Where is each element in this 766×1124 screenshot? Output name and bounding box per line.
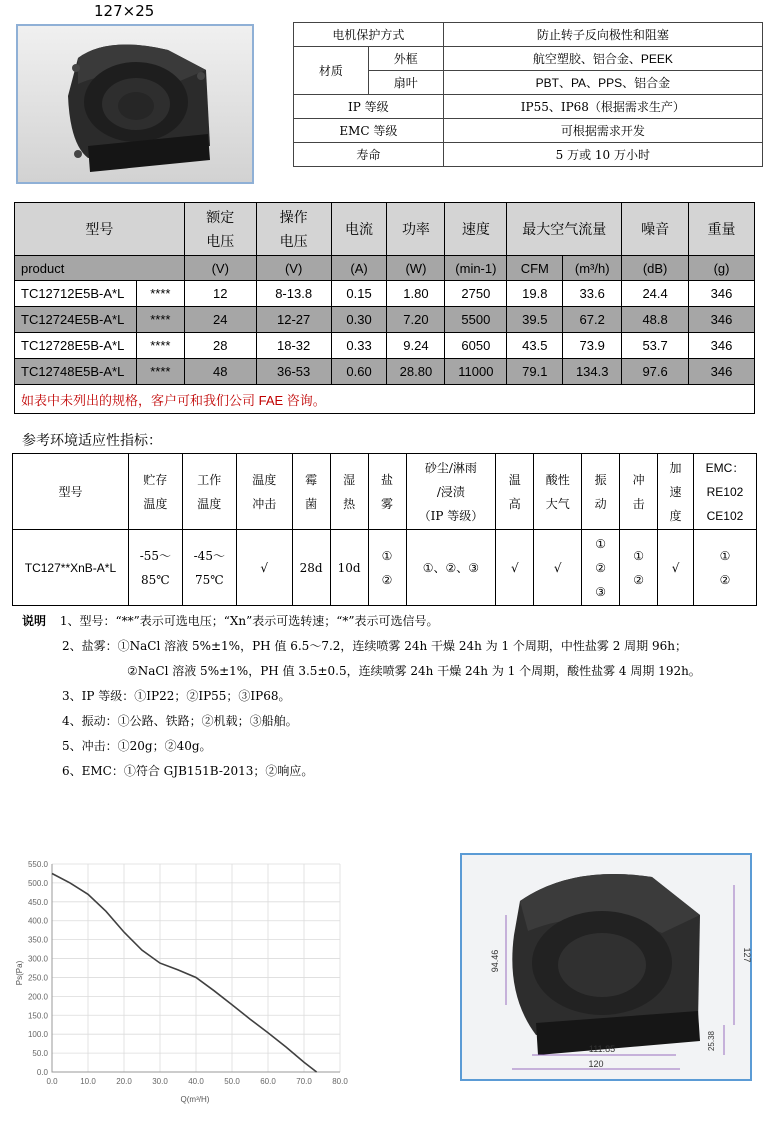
env-h-vib bbox=[582, 454, 620, 530]
row-noise: 48.8 bbox=[622, 307, 689, 333]
notes-section bbox=[22, 609, 701, 784]
env-h-work-1: 工作 bbox=[197, 472, 222, 487]
note-line-6: 6、EMC：①符合 GJB151B-2013；②响应。 bbox=[62, 764, 314, 778]
unit-cell: (W) bbox=[387, 256, 445, 281]
env-h-vib-2: 动 bbox=[594, 496, 607, 511]
x-tick-label: 60.0 bbox=[260, 1077, 276, 1086]
env-h-damp-2: 热 bbox=[343, 496, 356, 511]
env-r-storage bbox=[128, 530, 182, 606]
row-pow: 7.20 bbox=[387, 307, 445, 333]
chart-grid bbox=[52, 864, 340, 1072]
x-tick-label: 0.0 bbox=[46, 1077, 58, 1086]
x-tick-label: 20.0 bbox=[116, 1077, 132, 1086]
y-tick-label: 300.0 bbox=[27, 954, 48, 964]
env-h-emc bbox=[693, 454, 756, 530]
row-code: **** bbox=[136, 359, 184, 385]
row-rated: 24 bbox=[184, 307, 256, 333]
env-section-title: 参考环境适应性指标： bbox=[22, 433, 162, 449]
table-row bbox=[15, 359, 755, 385]
row-weight: 346 bbox=[689, 359, 755, 385]
note-line-2: 2、盐雾：①NaCl 溶液 5%±1%，PH 值 6.5～7.2，连续喷雾 24h 干燥 24h 为 1 个周期，中性盐雾 2 周期 96h； bbox=[62, 639, 687, 653]
env-r-salt bbox=[368, 530, 406, 606]
env-r-model: TC127**XnB-A*L bbox=[13, 530, 129, 606]
spec-label: 材质 bbox=[294, 47, 369, 95]
unit-cell: (min-1) bbox=[445, 256, 507, 281]
spec-row-protection bbox=[294, 23, 763, 47]
y-tick-label: 400.0 bbox=[27, 916, 48, 926]
header-current: 电流 bbox=[331, 203, 387, 256]
env-h-sand-2: /浸渍 bbox=[436, 484, 465, 499]
env-h-mold bbox=[292, 454, 330, 530]
env-r-damp: 10d bbox=[330, 530, 368, 606]
fan-dimension-render bbox=[460, 853, 752, 1081]
unit-cell: CFM bbox=[507, 256, 563, 281]
x-tick-label: 10.0 bbox=[80, 1077, 96, 1086]
env-h-mold-1: 霉 bbox=[305, 472, 318, 487]
env-h-work bbox=[182, 454, 236, 530]
spec-row-frame bbox=[294, 47, 763, 71]
row-cur: 0.33 bbox=[331, 333, 387, 359]
row-m3h: 73.9 bbox=[563, 333, 622, 359]
dim-label-d4: 120 bbox=[588, 1059, 604, 1069]
row-model: TC12724E5B-A*L bbox=[15, 307, 137, 333]
env-h-accel-3: 度 bbox=[669, 508, 682, 523]
perf-note: 如表中未列出的规格，客户可和我们公司 FAE 咨询。 bbox=[15, 385, 755, 414]
row-cur: 0.60 bbox=[331, 359, 387, 385]
row-noise: 97.6 bbox=[622, 359, 689, 385]
spec-row-life bbox=[294, 143, 763, 167]
note-line-1 bbox=[22, 609, 701, 634]
row-speed: 5500 bbox=[445, 307, 507, 333]
row-weight: 346 bbox=[689, 333, 755, 359]
note-line-5: 5、冲击：①20g；②40g。 bbox=[62, 739, 212, 753]
notes-label: 说明 bbox=[22, 614, 47, 628]
y-tick-label: 250.0 bbox=[27, 973, 48, 983]
env-h-salt-2: 雾 bbox=[381, 496, 394, 511]
env-r-work-1: -45～ bbox=[193, 548, 225, 563]
y-tick-label: 50.0 bbox=[32, 1049, 48, 1059]
spec-value: 防止转子反向极性和阻塞 bbox=[443, 23, 762, 47]
env-h-salt-1: 盐 bbox=[381, 472, 394, 487]
env-r-vib-3: ③ bbox=[595, 584, 607, 599]
header-operating-voltage bbox=[256, 203, 331, 256]
row-cur: 0.15 bbox=[331, 281, 387, 307]
env-h-hot-2: 高 bbox=[508, 496, 521, 511]
env-h-storage bbox=[128, 454, 182, 530]
spec-value: PBT、PA、PPS、铝合金 bbox=[443, 71, 762, 95]
env-r-mold: 28d bbox=[292, 530, 330, 606]
perf-note-row bbox=[15, 385, 755, 414]
y-tick-label: 100.0 bbox=[27, 1030, 48, 1040]
x-tick-label: 70.0 bbox=[296, 1077, 312, 1086]
env-h-acid-2: 大气 bbox=[545, 496, 570, 511]
env-h-sand-3: （IP 等级） bbox=[418, 508, 484, 523]
note-line-4: 4、振动：①公路、铁路；②机载；③船舶。 bbox=[62, 714, 298, 728]
env-r-impact bbox=[620, 530, 658, 606]
header-weight: 重量 bbox=[689, 203, 755, 256]
spec-label: 寿命 bbox=[294, 143, 444, 167]
row-speed: 6050 bbox=[445, 333, 507, 359]
performance-table bbox=[14, 202, 755, 414]
env-h-work-2: 温度 bbox=[197, 496, 222, 511]
env-r-vib bbox=[582, 530, 620, 606]
row-noise: 53.7 bbox=[622, 333, 689, 359]
env-r-emc bbox=[693, 530, 756, 606]
env-h-model: 型号 bbox=[13, 454, 129, 530]
spec-row-ip bbox=[294, 95, 763, 119]
row-cfm: 19.8 bbox=[507, 281, 563, 307]
row-pow: 9.24 bbox=[387, 333, 445, 359]
row-rated: 28 bbox=[184, 333, 256, 359]
env-h-storage-2: 温度 bbox=[143, 496, 168, 511]
env-r-sand: ①、②、③ bbox=[406, 530, 496, 606]
y-tick-label: 350.0 bbox=[27, 935, 48, 945]
env-r-salt-2: ② bbox=[381, 572, 393, 587]
row-noise: 24.4 bbox=[622, 281, 689, 307]
table-row bbox=[15, 333, 755, 359]
env-r-storage-1: -55～ bbox=[139, 548, 172, 563]
env-r-acid: √ bbox=[534, 530, 582, 606]
row-cfm: 39.5 bbox=[507, 307, 563, 333]
env-h-impact-2: 击 bbox=[632, 496, 645, 511]
env-r-vib-2: ② bbox=[595, 560, 607, 575]
spec-sublabel: 外框 bbox=[368, 47, 443, 71]
header-airflow: 最大空气流量 bbox=[507, 203, 622, 256]
env-h-accel bbox=[658, 454, 694, 530]
pq-curve-chart bbox=[10, 858, 355, 1108]
chart-y-label: Ps(Pa) bbox=[15, 960, 24, 986]
env-h-damp-1: 湿 bbox=[343, 472, 356, 487]
row-op: 8-13.8 bbox=[256, 281, 331, 307]
x-tick-label: 40.0 bbox=[188, 1077, 204, 1086]
note-line-2b: ②NaCl 溶液 5%±1%，PH 值 3.5±0.5，连续喷雾 24h 干燥 24h 为 1 个周期，酸性盐雾 4 周期 192h。 bbox=[127, 664, 701, 678]
spec-value: 5 万或 10 万小时 bbox=[443, 143, 762, 167]
spec-table bbox=[293, 22, 763, 167]
env-r-work-2: 75℃ bbox=[194, 572, 224, 587]
env-header-row bbox=[13, 454, 757, 530]
chart-series-line bbox=[52, 874, 317, 1073]
env-r-emc-1: ① bbox=[719, 548, 731, 563]
x-tick-label: 50.0 bbox=[224, 1077, 240, 1086]
env-r-accel: √ bbox=[658, 530, 694, 606]
env-h-accel-2: 速 bbox=[669, 484, 682, 499]
env-h-accel-1: 加 bbox=[669, 460, 682, 475]
chart-x-ticks bbox=[46, 1077, 348, 1086]
env-h-impact-1: 冲 bbox=[632, 472, 645, 487]
dim-label-d1: 94.46 bbox=[490, 949, 500, 973]
row-model: TC12728E5B-A*L bbox=[15, 333, 137, 359]
dim-label-d5: 25.38 bbox=[707, 1030, 716, 1052]
row-code: **** bbox=[136, 281, 184, 307]
env-r-vib-1: ① bbox=[595, 536, 607, 551]
env-h-acid bbox=[534, 454, 582, 530]
row-pow: 1.80 bbox=[387, 281, 445, 307]
env-r-emc-2: ② bbox=[719, 572, 731, 587]
row-m3h: 33.6 bbox=[563, 281, 622, 307]
env-h-vib-1: 振 bbox=[594, 472, 607, 487]
row-rated: 48 bbox=[184, 359, 256, 385]
env-r-shock: √ bbox=[236, 530, 292, 606]
note-line-3: 3、IP 等级：①IP22；②IP55；③IP68。 bbox=[62, 689, 291, 703]
unit-cell: (A) bbox=[331, 256, 387, 281]
spec-label: EMC 等级 bbox=[294, 119, 444, 143]
note-text: 1、型号：“**”表示可选电压；“Xn”表示可选转速；“*”表示可选信号。 bbox=[59, 614, 439, 628]
row-m3h: 134.3 bbox=[563, 359, 622, 385]
chart-y-ticks bbox=[28, 860, 49, 1077]
unit-cell: (g) bbox=[689, 256, 755, 281]
table-row bbox=[15, 281, 755, 307]
env-h-sand-1: 砂尘/淋雨 bbox=[424, 460, 477, 475]
env-value-row bbox=[13, 530, 757, 606]
perf-unit-row bbox=[15, 256, 755, 281]
header-rated-voltage bbox=[184, 203, 256, 256]
header-model: 型号 bbox=[15, 203, 185, 256]
row-op: 12-27 bbox=[256, 307, 331, 333]
row-cfm: 79.1 bbox=[507, 359, 563, 385]
row-code: **** bbox=[136, 307, 184, 333]
unit-cell: (V) bbox=[184, 256, 256, 281]
env-h-shock-1: 温度 bbox=[252, 472, 277, 487]
env-h-damp bbox=[330, 454, 368, 530]
env-h-salt bbox=[368, 454, 406, 530]
header-operating-voltage-text: 操作电压 bbox=[279, 209, 308, 249]
header-rated-voltage-text: 额定电压 bbox=[206, 209, 235, 249]
row-cur: 0.30 bbox=[331, 307, 387, 333]
env-h-impact bbox=[620, 454, 658, 530]
env-h-sand bbox=[406, 454, 496, 530]
spec-value: 航空塑胶、铝合金、PEEK bbox=[443, 47, 762, 71]
fan-render-icon bbox=[462, 855, 750, 1079]
x-tick-label: 80.0 bbox=[332, 1077, 348, 1086]
row-model: TC12712E5B-A*L bbox=[15, 281, 137, 307]
row-weight: 346 bbox=[689, 307, 755, 333]
env-h-emc-3: CE102 bbox=[706, 508, 744, 523]
dim-label-d3: 111.85 bbox=[588, 1044, 616, 1054]
x-tick-label: 30.0 bbox=[152, 1077, 168, 1086]
row-cfm: 43.5 bbox=[507, 333, 563, 359]
environment-table bbox=[12, 453, 757, 606]
env-r-hot: √ bbox=[496, 530, 534, 606]
row-rated: 12 bbox=[184, 281, 256, 307]
row-pow: 28.80 bbox=[387, 359, 445, 385]
header-power: 功率 bbox=[387, 203, 445, 256]
row-model: TC12748E5B-A*L bbox=[15, 359, 137, 385]
table-row bbox=[15, 307, 755, 333]
env-h-shock bbox=[236, 454, 292, 530]
env-r-impact-2: ② bbox=[633, 572, 644, 587]
env-h-emc-2: RE102 bbox=[706, 484, 744, 499]
spec-sublabel: 扇叶 bbox=[368, 71, 443, 95]
model-size-title: 127×25 bbox=[94, 2, 155, 20]
header-noise: 噪音 bbox=[622, 203, 689, 256]
row-speed: 11000 bbox=[445, 359, 507, 385]
y-tick-label: 550.0 bbox=[27, 860, 48, 869]
spec-label: 电机保护方式 bbox=[294, 23, 444, 47]
unit-cell: (m³/h) bbox=[563, 256, 622, 281]
row-weight: 346 bbox=[689, 281, 755, 307]
spec-label: IP 等级 bbox=[294, 95, 444, 119]
spec-value: IP55、IP68（根据需求生产） bbox=[443, 95, 762, 119]
unit-cell: (V) bbox=[256, 256, 331, 281]
row-op: 36-53 bbox=[256, 359, 331, 385]
perf-header-row bbox=[15, 203, 755, 256]
unit-product: product bbox=[15, 256, 185, 281]
env-h-hot bbox=[496, 454, 534, 530]
y-tick-label: 0.0 bbox=[36, 1068, 48, 1077]
env-r-salt-1: ① bbox=[381, 548, 393, 563]
y-tick-label: 150.0 bbox=[27, 1011, 48, 1021]
chart-x-label: Q(m³/H) bbox=[180, 1095, 210, 1104]
dim-label-d2: 127 bbox=[742, 947, 752, 963]
env-h-mold-2: 菌 bbox=[305, 496, 318, 511]
env-h-acid-1: 酸性 bbox=[545, 472, 570, 487]
row-code: **** bbox=[136, 333, 184, 359]
spec-row-emc bbox=[294, 119, 763, 143]
row-speed: 2750 bbox=[445, 281, 507, 307]
row-op: 18-32 bbox=[256, 333, 331, 359]
fan-photo-icon bbox=[18, 26, 252, 182]
row-m3h: 67.2 bbox=[563, 307, 622, 333]
y-tick-label: 500.0 bbox=[27, 878, 48, 888]
env-r-storage-2: 85℃ bbox=[141, 572, 170, 587]
header-speed: 速度 bbox=[445, 203, 507, 256]
unit-cell: (dB) bbox=[622, 256, 689, 281]
env-h-shock-2: 冲击 bbox=[252, 496, 277, 511]
env-h-storage-1: 贮存 bbox=[143, 472, 168, 487]
fan-product-photo bbox=[16, 24, 254, 184]
y-tick-label: 200.0 bbox=[27, 992, 48, 1002]
env-r-impact-1: ① bbox=[633, 548, 644, 563]
y-tick-label: 450.0 bbox=[27, 897, 48, 907]
env-h-emc-1: EMC： bbox=[705, 460, 745, 475]
env-r-work bbox=[182, 530, 236, 606]
spec-value: 可根据需求开发 bbox=[443, 119, 762, 143]
env-h-hot-1: 温 bbox=[508, 472, 521, 487]
